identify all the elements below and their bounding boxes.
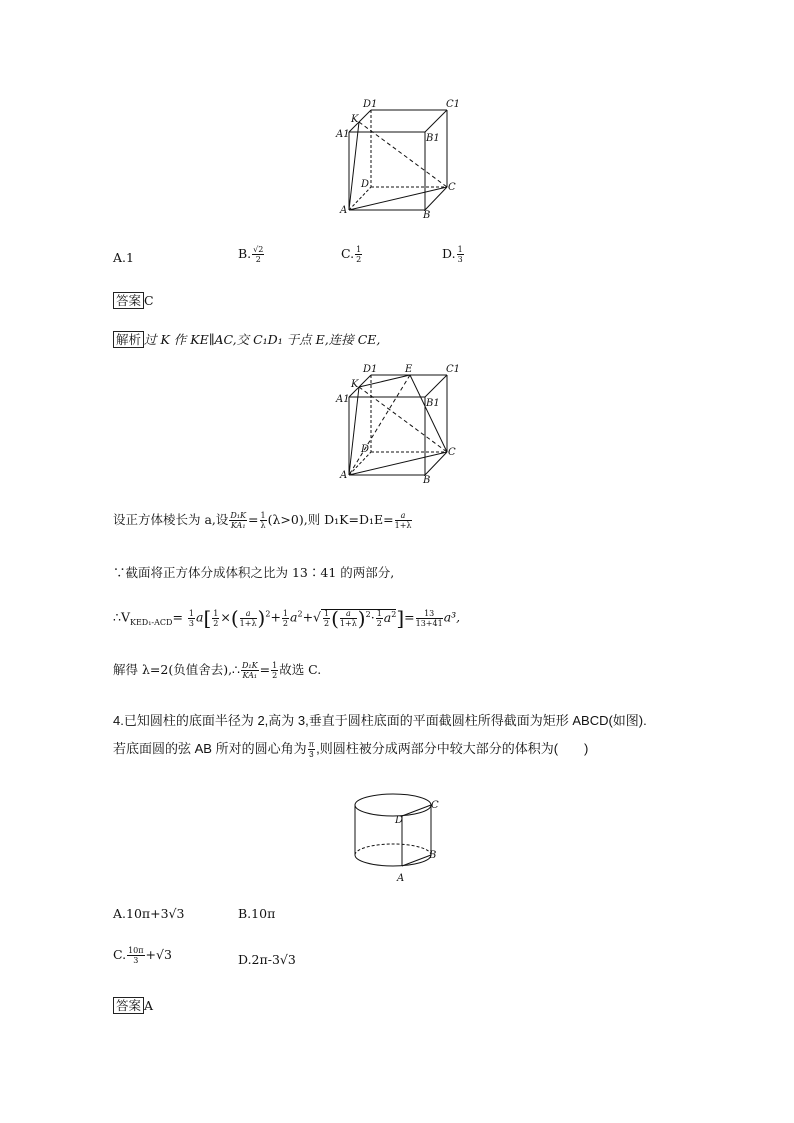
answer-tag: 答案 — [113, 997, 144, 1014]
q4-option-d: D.2π-3√3 — [238, 952, 296, 967]
q4-option-c: C. $\frac{10\pi}{3}$ +√3 — [113, 946, 172, 965]
label-a: A — [397, 873, 405, 884]
q4-line-2: 若底面圆的弦 AB 所对的圆心角为 $\frac{\pi}{3}$ ,则圆柱被分成两部分中较大部分的体积为( ) — [113, 740, 589, 760]
solution-line-3: $\therefore V_{KED_1-ACD}=$ $\frac{1}{3}$ a[ $\frac{1}{2}$ ×( $\frac{a}{1+\lambda}$ )$^2$+ $\frac{1}{2}$ $a^2+√$ $\frac{1}{2}$ ( $\frac{a}{1+\lambda}$ )$^2$· $\frac{1}{2}$ $a^2]=$ $\frac{13}{13+41}$ a³, — [113, 606, 461, 630]
cube-figure-2 — [330, 360, 470, 485]
label-d: D — [395, 815, 404, 826]
cube-figure-1 — [330, 95, 470, 220]
q4-option-a: A.10π+3√3 — [113, 906, 185, 921]
label-d: D — [361, 444, 370, 455]
label-a1: A1 — [336, 129, 350, 140]
analysis-tag: 解析 — [113, 331, 144, 348]
label-k: K — [351, 379, 359, 390]
q3-option-c: C. $\frac{1}{2}$ — [341, 245, 362, 264]
label-b: B — [423, 475, 431, 485]
label-a: A — [340, 205, 348, 216]
answer-1: 答案 C — [113, 292, 154, 309]
solution-line-1: 设正方体棱长为 a,设 $\frac{\text{D₁K}}{\text{KA₁}}$ = $\frac{1}{\lambda}$ (λ>0),则 D₁K=D₁E= $\frac{a}{1+\lambda}$ — [113, 511, 412, 530]
label-d1: D1 — [363, 99, 378, 110]
label-c: C — [448, 447, 456, 458]
label-d1: D1 — [363, 364, 378, 375]
label-c: C — [431, 800, 439, 811]
label-c1: C1 — [446, 364, 461, 375]
label-d: D — [361, 179, 370, 190]
label-c1: C1 — [446, 99, 461, 110]
label-k: K — [351, 114, 359, 125]
label-a: A — [340, 470, 348, 481]
label-b: B — [423, 210, 431, 220]
label-c: C — [448, 182, 456, 193]
solution-line-2: ∵截面将正方体分成体积之比为 13∶41 的两部分, — [113, 565, 395, 580]
q4-line-1: 4.已知圆柱的底面半径为 2,高为 3,垂直于圆柱底面的平面截圆柱所得截面为矩形 ABCD(如图). — [113, 713, 647, 728]
q3-option-b: B. $\frac{√2}{2}$ — [238, 245, 264, 264]
label-e: E — [405, 364, 413, 375]
q4-option-b: B.10π — [238, 906, 276, 921]
label-b1: B1 — [426, 398, 440, 409]
label-b: B — [429, 850, 437, 861]
label-a1: A1 — [336, 394, 350, 405]
q3-option-a: A.1 — [113, 250, 134, 265]
answer-2: 答案 A — [113, 997, 153, 1014]
label-b1: B1 — [426, 133, 440, 144]
q3-option-d: D. $\frac{1}{3}$ — [442, 245, 463, 264]
cylinder-figure — [345, 785, 455, 885]
answer-tag: 答案 — [113, 292, 144, 309]
solution-line-4: 解得 λ=2(负值舍去),∴ $\frac{\text{D₁K}}{\text{KA₁}}$ = $\frac{1}{2}$ 故选 C. — [113, 661, 322, 680]
analysis-line: 解析 过 K 作 KE∥AC,交 C₁D₁ 于点 E,连接 CE, — [113, 330, 380, 348]
